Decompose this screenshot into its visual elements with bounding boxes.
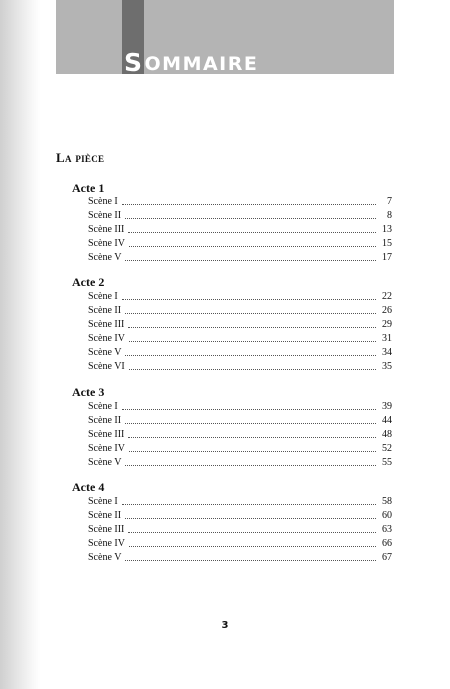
toc-entry-label: Scène III xyxy=(88,524,125,535)
toc-entry-label: Scène III xyxy=(88,429,125,440)
toc-entry[interactable] xyxy=(88,208,392,222)
toc-entry-page: 44 xyxy=(382,415,392,426)
toc-entry-page: 52 xyxy=(382,443,392,454)
toc-leader-dots xyxy=(128,327,376,328)
toc-leader-dots xyxy=(128,437,376,438)
toc-leader-dots xyxy=(122,409,376,410)
toc-entry-label: Scène II xyxy=(88,415,122,426)
act-title: Acte 2 xyxy=(72,275,105,289)
toc-entry-page: 60 xyxy=(382,510,392,521)
toc-entry[interactable] xyxy=(88,399,392,413)
toc-entry-page: 26 xyxy=(382,305,392,316)
toc-entry[interactable] xyxy=(88,303,392,317)
toc-entry-page: 35 xyxy=(382,361,392,372)
page-title-rest: OMMAIRE xyxy=(144,53,259,75)
toc-entry[interactable] xyxy=(88,441,392,455)
toc-entry-page: 8 xyxy=(387,210,392,221)
toc-leader-dots xyxy=(125,260,376,261)
toc-entry[interactable] xyxy=(88,331,392,345)
toc-entry-page: 31 xyxy=(382,333,392,344)
toc-entry[interactable] xyxy=(88,455,392,469)
toc-leader-dots xyxy=(129,546,376,547)
toc-leader-dots xyxy=(125,313,376,314)
toc-entry-page: 29 xyxy=(382,319,392,330)
toc-entry-label: Scène I xyxy=(88,496,118,507)
toc-entry[interactable] xyxy=(88,536,392,550)
toc-leader-dots xyxy=(122,299,376,300)
toc-entry-label: Scène V xyxy=(88,252,122,263)
toc-leader-dots xyxy=(129,341,376,342)
toc-entry-label: Scène II xyxy=(88,305,122,316)
toc-entry-page: 63 xyxy=(382,524,392,535)
toc-entry[interactable] xyxy=(88,317,392,331)
toc-entry-page: 39 xyxy=(382,401,392,412)
toc-leader-dots xyxy=(125,218,376,219)
toc-leader-dots xyxy=(125,465,376,466)
section-title: La pièce xyxy=(56,150,105,165)
toc-leader-dots xyxy=(129,451,376,452)
toc-entry-page: 7 xyxy=(387,196,392,207)
toc-entry-label: Scène III xyxy=(88,319,125,330)
toc-entry[interactable] xyxy=(88,222,392,236)
toc-entry[interactable] xyxy=(88,508,392,522)
toc-entry-label: Scène II xyxy=(88,210,122,221)
toc-entry-label: Scène VI xyxy=(88,361,125,372)
toc-entry[interactable] xyxy=(88,359,392,373)
toc-entry-page: 13 xyxy=(382,224,392,235)
toc-leader-dots xyxy=(122,204,376,205)
toc-entry-label: Scène I xyxy=(88,291,118,302)
toc-leader-dots xyxy=(122,504,376,505)
toc-entry[interactable] xyxy=(88,289,392,303)
toc-leader-dots xyxy=(129,246,376,247)
toc-entry[interactable] xyxy=(88,236,392,250)
page-spine-shadow xyxy=(0,0,40,689)
toc-entry[interactable] xyxy=(88,345,392,359)
toc-entry-page: 55 xyxy=(382,457,392,468)
toc-entry-label: Scène V xyxy=(88,552,122,563)
toc-leader-dots xyxy=(125,518,376,519)
toc-leader-dots xyxy=(129,369,376,370)
act-title: Acte 4 xyxy=(72,480,105,494)
toc-entry-page: 34 xyxy=(382,347,392,358)
toc-entry-label: Scène V xyxy=(88,347,122,358)
toc-entry[interactable] xyxy=(88,522,392,536)
toc-entry[interactable] xyxy=(88,550,392,564)
page-title-initial: S xyxy=(124,48,144,77)
toc-entry-page: 17 xyxy=(382,252,392,263)
toc-entry-label: Scène II xyxy=(88,510,122,521)
toc-leader-dots xyxy=(128,232,376,233)
toc-leader-dots xyxy=(125,423,376,424)
toc-entry[interactable] xyxy=(88,413,392,427)
toc-entry[interactable] xyxy=(88,427,392,441)
toc-leader-dots xyxy=(125,560,376,561)
toc-entry-page: 22 xyxy=(382,291,392,302)
act-title: Acte 3 xyxy=(72,385,105,399)
toc-entry-page: 58 xyxy=(382,496,392,507)
toc-entry-label: Scène IV xyxy=(88,238,125,249)
toc-entry-label: Scène IV xyxy=(88,333,125,344)
toc-entry-page: 67 xyxy=(382,552,392,563)
toc-entry-label: Scène IV xyxy=(88,443,125,454)
toc-entry[interactable] xyxy=(88,194,392,208)
page-title xyxy=(124,47,258,75)
toc-entry-label: Scène III xyxy=(88,224,125,235)
toc-entry-label: Scène I xyxy=(88,196,118,207)
page-number: 3 xyxy=(221,620,229,631)
toc-leader-dots xyxy=(125,355,376,356)
toc-entry-label: Scène IV xyxy=(88,538,125,549)
act-title: Acte 1 xyxy=(72,181,105,195)
toc-entry-label: Scène V xyxy=(88,457,122,468)
toc-entry[interactable] xyxy=(88,494,392,508)
toc-entry-page: 66 xyxy=(382,538,392,549)
toc-leader-dots xyxy=(128,532,376,533)
toc-entry-page: 48 xyxy=(382,429,392,440)
toc-entry-label: Scène I xyxy=(88,401,118,412)
toc-entry[interactable] xyxy=(88,250,392,264)
toc-entry-page: 15 xyxy=(382,238,392,249)
